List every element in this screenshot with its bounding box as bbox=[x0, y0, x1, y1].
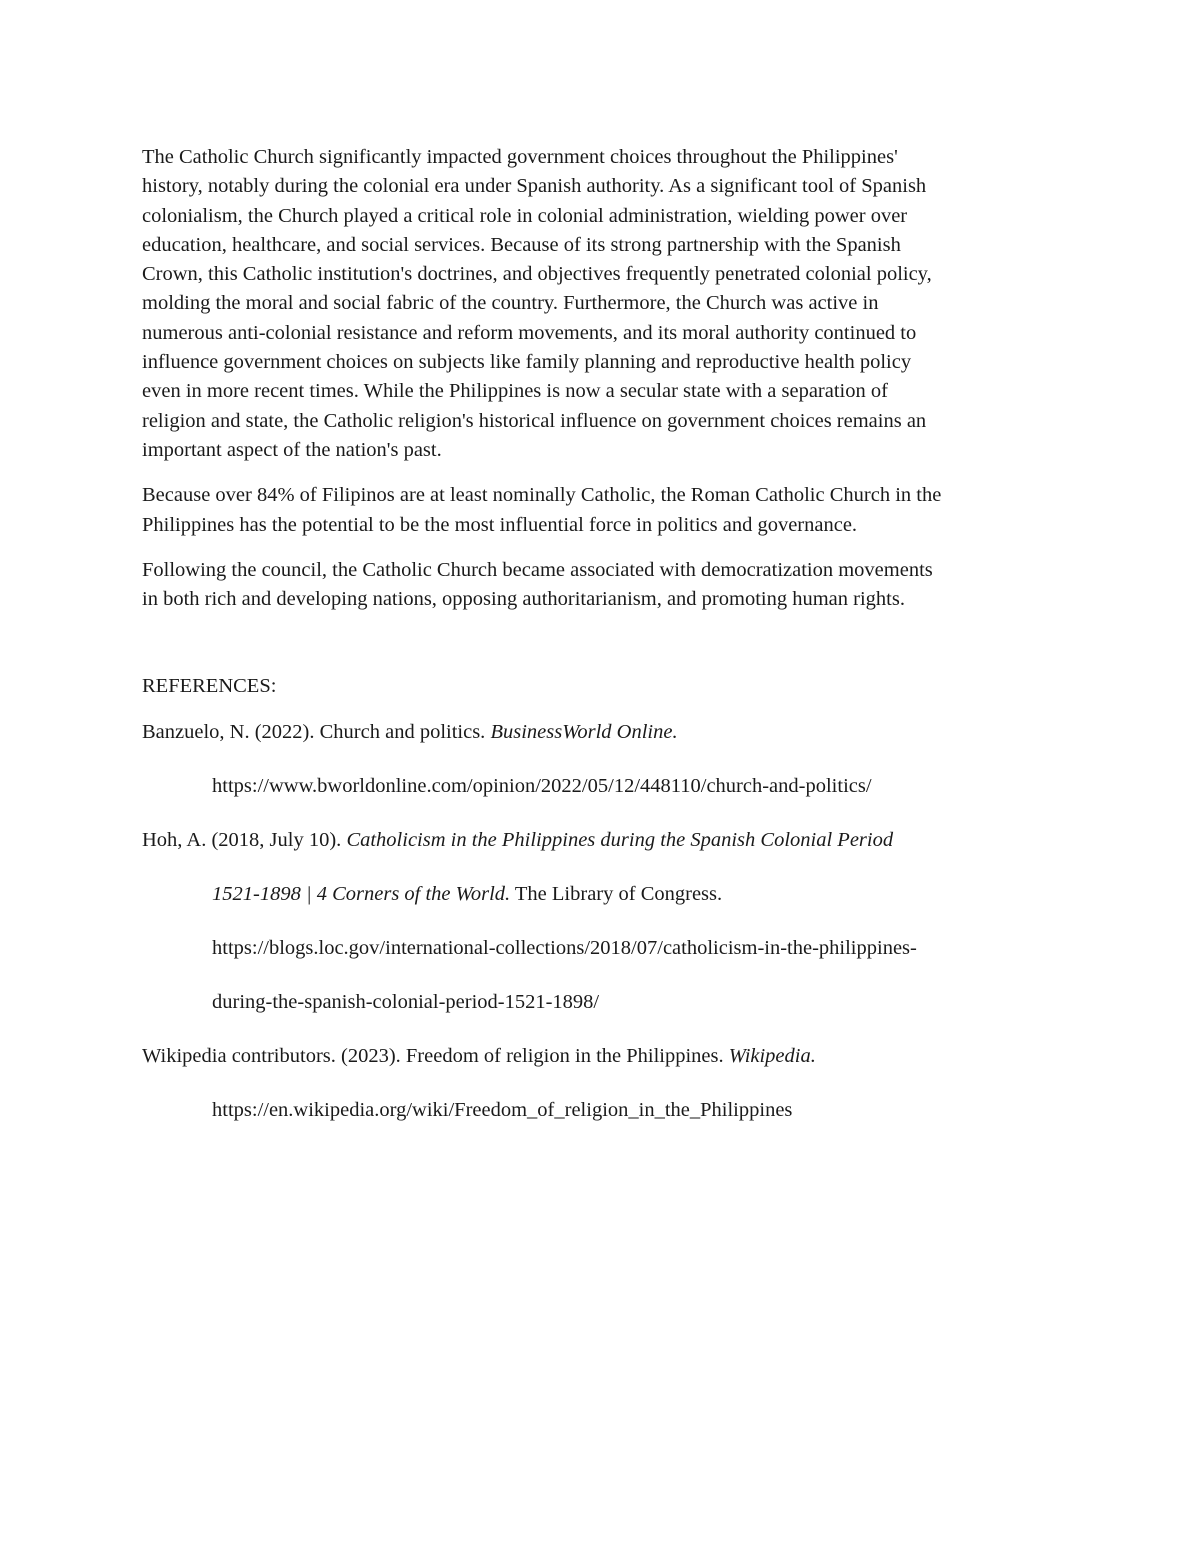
paragraph-democratization: Following the council, the Catholic Church became associated with democratization movements in both rich and developing nations, opposing authoritarianism, and promoting human rights. bbox=[142, 558, 933, 611]
reference-banzuelo bbox=[142, 717, 1072, 747]
reference-text: Banzuelo, N. (2022). Church and politics. bbox=[142, 721, 491, 743]
reference-url: https://blogs.loc.gov/international-collections/2018/07/catholicism-in-the-philippines- bbox=[212, 937, 917, 959]
paragraph-church-influence: The Catholic Church significantly impacted government choices throughout the Philippines' history, notably during the colonial era under Spanish authority. As a significant tool of Spanish colonialism, the Church played a critical role in colonial administration, wielding power over education, healthcare, and social services. Because of its strong partnership with the Spanish Crown, this Catholic institution's doctrines, and objectives frequently penetrated colonial policy, molding the moral and social fabric of the country. Furthermore, the Church was active in numerous anti-colonial resistance and reform movements, and its moral authority continued to influence government choices on subjects like family planning and reproductive health policy even in more recent times. While the Philippines is now a secular state with a separation of religion and state, the Catholic religion's historical influence on government choices remains an important aspect of the nation's past. bbox=[142, 146, 932, 461]
references-heading: REFERENCES: bbox=[142, 675, 277, 697]
reference-hoh bbox=[142, 825, 1072, 855]
reference-wikipedia bbox=[142, 1041, 1072, 1071]
paragraph-catholic-majority: Because over 84% of Filipinos are at least nominally Catholic, the Roman Catholic Church in the Philippines has the potential to be the most influential force in politics and governance. bbox=[142, 484, 942, 536]
reference-title: Catholicism in the Philippines during the Spanish Colonial Period bbox=[346, 829, 894, 851]
reference-publisher: The Library of Congress. bbox=[510, 883, 723, 905]
reference-url: https://www.bworldonline.com/opinion/2022/05/12/448110/church-and-politics/ bbox=[212, 775, 872, 797]
reference-source: Wikipedia. bbox=[728, 1045, 816, 1067]
reference-text: Wikipedia contributors. (2023). Freedom of religion in the Philippines. bbox=[142, 1045, 729, 1067]
reference-url: during-the-spanish-colonial-period-1521-1898/ bbox=[212, 991, 600, 1013]
reference-source: BusinessWorld Online. bbox=[490, 721, 678, 743]
body-text bbox=[142, 143, 1067, 630]
reference-text: Hoh, A. (2018, July 10). bbox=[142, 829, 347, 851]
reference-hoh-continued bbox=[142, 879, 1072, 909]
references-section bbox=[142, 671, 1072, 1149]
reference-url: https://en.wikipedia.org/wiki/Freedom_of_religion_in_the_Philippines bbox=[212, 1099, 793, 1121]
reference-title: 1521-1898 | 4 Corners of the World. bbox=[212, 883, 511, 905]
